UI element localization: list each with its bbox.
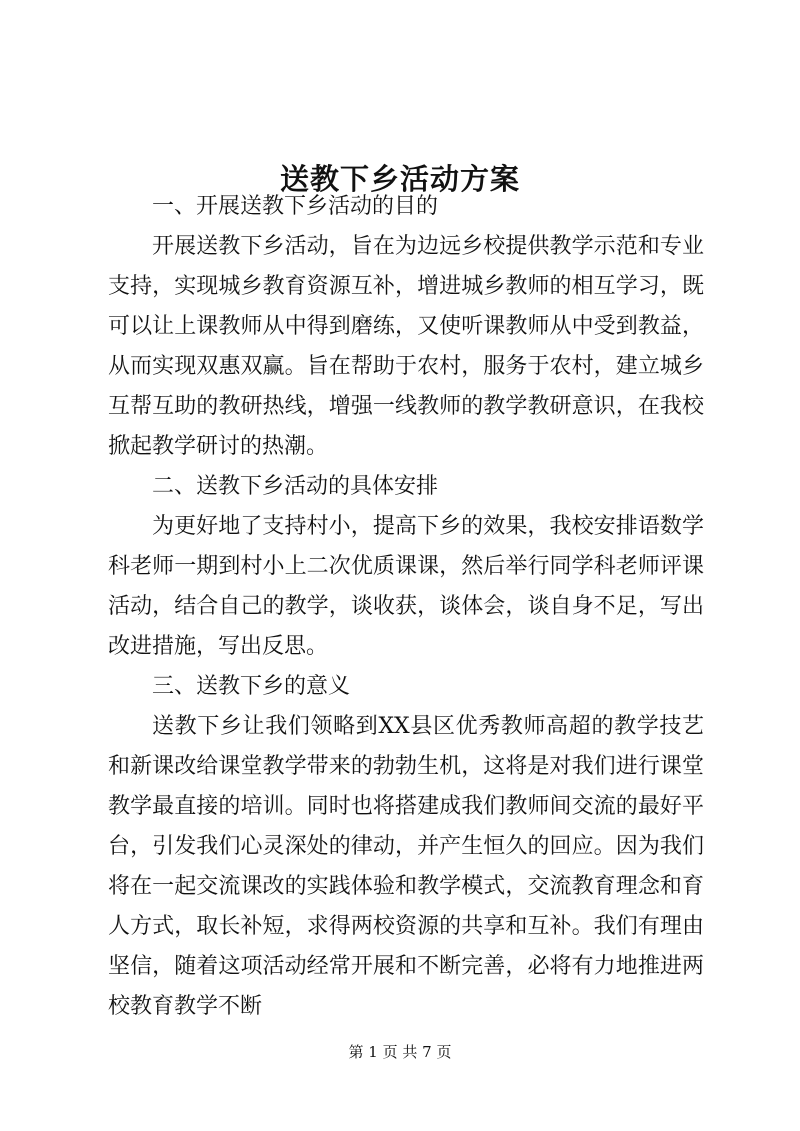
page-footer: 第 1 页 共 7 页: [348, 1043, 452, 1061]
section-paragraph-significance: 送教下乡让我们领略到XX县区优秀教师高超的教学技艺和新课改给课堂教学带来的勃勃生机，这将是对我们进行课堂教学最直接的培训。同时也将搭建成我们教师间交流的最好平台，引发我们心灵深处的律动，并产生恒久的回应。因为我们将在一起交流课改的实践体验和教学模式，交流教育理念和育人方式，取长补短，求得两校资源的共享和互补。我们有理由坚信，随着这项活动经常开展和不断完善，必将有力地推进两校教育教学不断: [108, 714, 704, 1019]
section-heading-purpose: 一、开展送教下乡活动的目的: [152, 194, 439, 219]
section-paragraph-purpose: 开展送教下乡活动，旨在为边远乡校提供教学示范和专业支持，实现城乡教育资源互补，增进城乡教师的相互学习，既可以让上课教师从中得到磨练，又使听课教师从中受到教益，从而实现双惠双赢。旨在帮助于农村，服务于农村，建立城乡互帮互助的教研热线，增强一线教师的教学教研意识，在我校掀起教学研讨的热潮。: [108, 234, 704, 459]
document-body: [108, 187, 704, 1027]
document-title: 送教下乡活动方案: [279, 162, 520, 197]
section-paragraph-arrangement: 为更好地了支持村小，提高下乡的效果，我校安排语数学科老师一期到村小上二次优质课课，然后举行同学科老师评课活动，结合自己的教学，谈收获，谈体会，谈自身不足，写出改进措施，写出反思。: [108, 514, 704, 659]
section-heading-significance: 三、送教下乡的意义: [152, 674, 351, 699]
section-heading-arrangement: 二、送教下乡活动的具体安排: [152, 474, 439, 499]
